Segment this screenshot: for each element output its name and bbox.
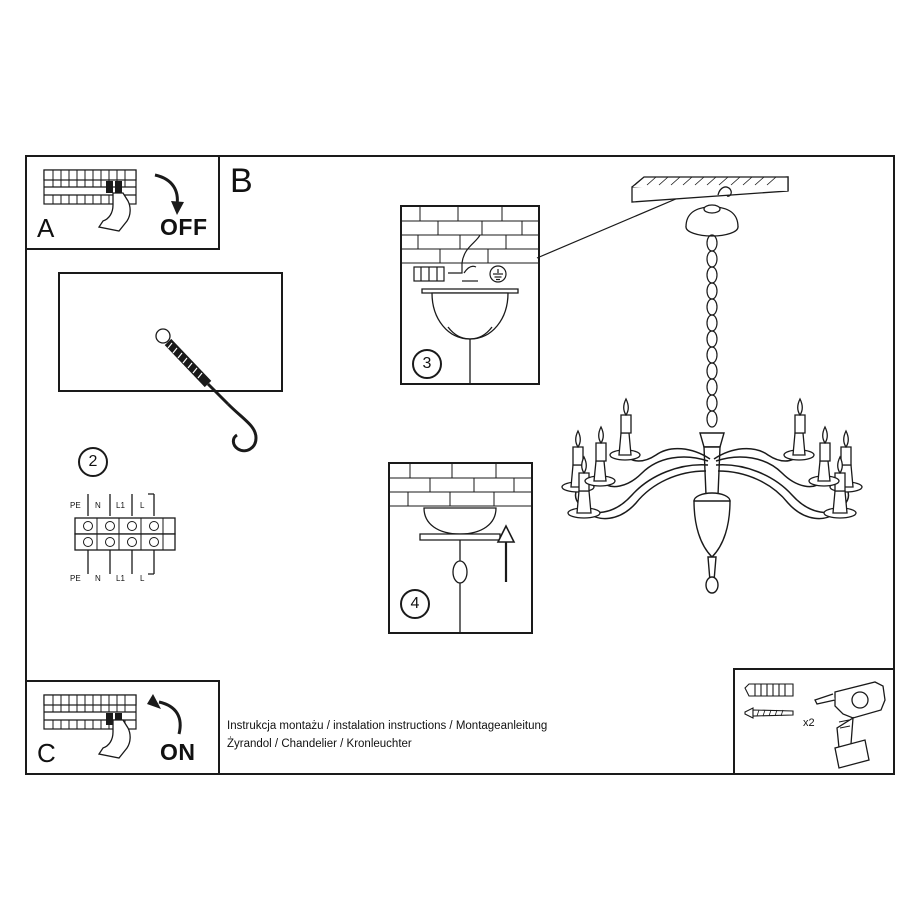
terminal-label-pe-bottom: PE: [70, 574, 81, 583]
earth-ground-icon: [490, 266, 506, 282]
wall-plug-icon: [745, 684, 793, 696]
arrow-down-curved-icon: [155, 175, 184, 215]
caption-line-1: Instrukcja montażu / instalation instructions / Montageanleitung: [227, 720, 548, 732]
panel-c: [25, 680, 220, 775]
chandelier-illustration: [540, 165, 890, 635]
step-2-number-badge: 2: [78, 447, 108, 477]
caption-line-2: Żyrandol / Chandelier / Kronleuchter: [227, 737, 412, 750]
panel-step-2: [70, 488, 250, 603]
step-3-number-badge: 3: [412, 349, 442, 379]
panel-a: [25, 155, 220, 250]
terminal-label-l-top: L: [140, 501, 145, 510]
terminal-label-n-bottom: N: [95, 574, 101, 583]
terminal-label-pe-top: PE: [70, 501, 81, 510]
panel-a-action-label: OFF: [160, 214, 208, 240]
power-drill-icon: [815, 682, 885, 768]
panel-c-action-label: ON: [160, 739, 196, 765]
caption-block: [227, 718, 627, 754]
terminal-label-n-top: N: [95, 501, 101, 510]
panel-a-letter: A: [37, 213, 55, 243]
panel-step-4: [388, 462, 533, 634]
panel-step-3: [400, 205, 540, 385]
panel-hardware: [733, 668, 895, 775]
terminal-label-l-bottom: L: [140, 574, 145, 583]
panel-step-1: [58, 272, 283, 392]
screw-icon: [745, 708, 793, 718]
step-4-number-badge: 4: [400, 589, 430, 619]
terminal-label-l1-top: L1: [116, 501, 125, 510]
chain-icon: [707, 235, 717, 427]
arrow-up-curved-icon: [147, 694, 180, 734]
panel-b-letter: B: [230, 162, 253, 200]
hardware-quantity-label: x2: [803, 717, 815, 729]
panel-c-letter: C: [37, 738, 56, 768]
terminal-label-l1-bottom: L1: [116, 574, 125, 583]
